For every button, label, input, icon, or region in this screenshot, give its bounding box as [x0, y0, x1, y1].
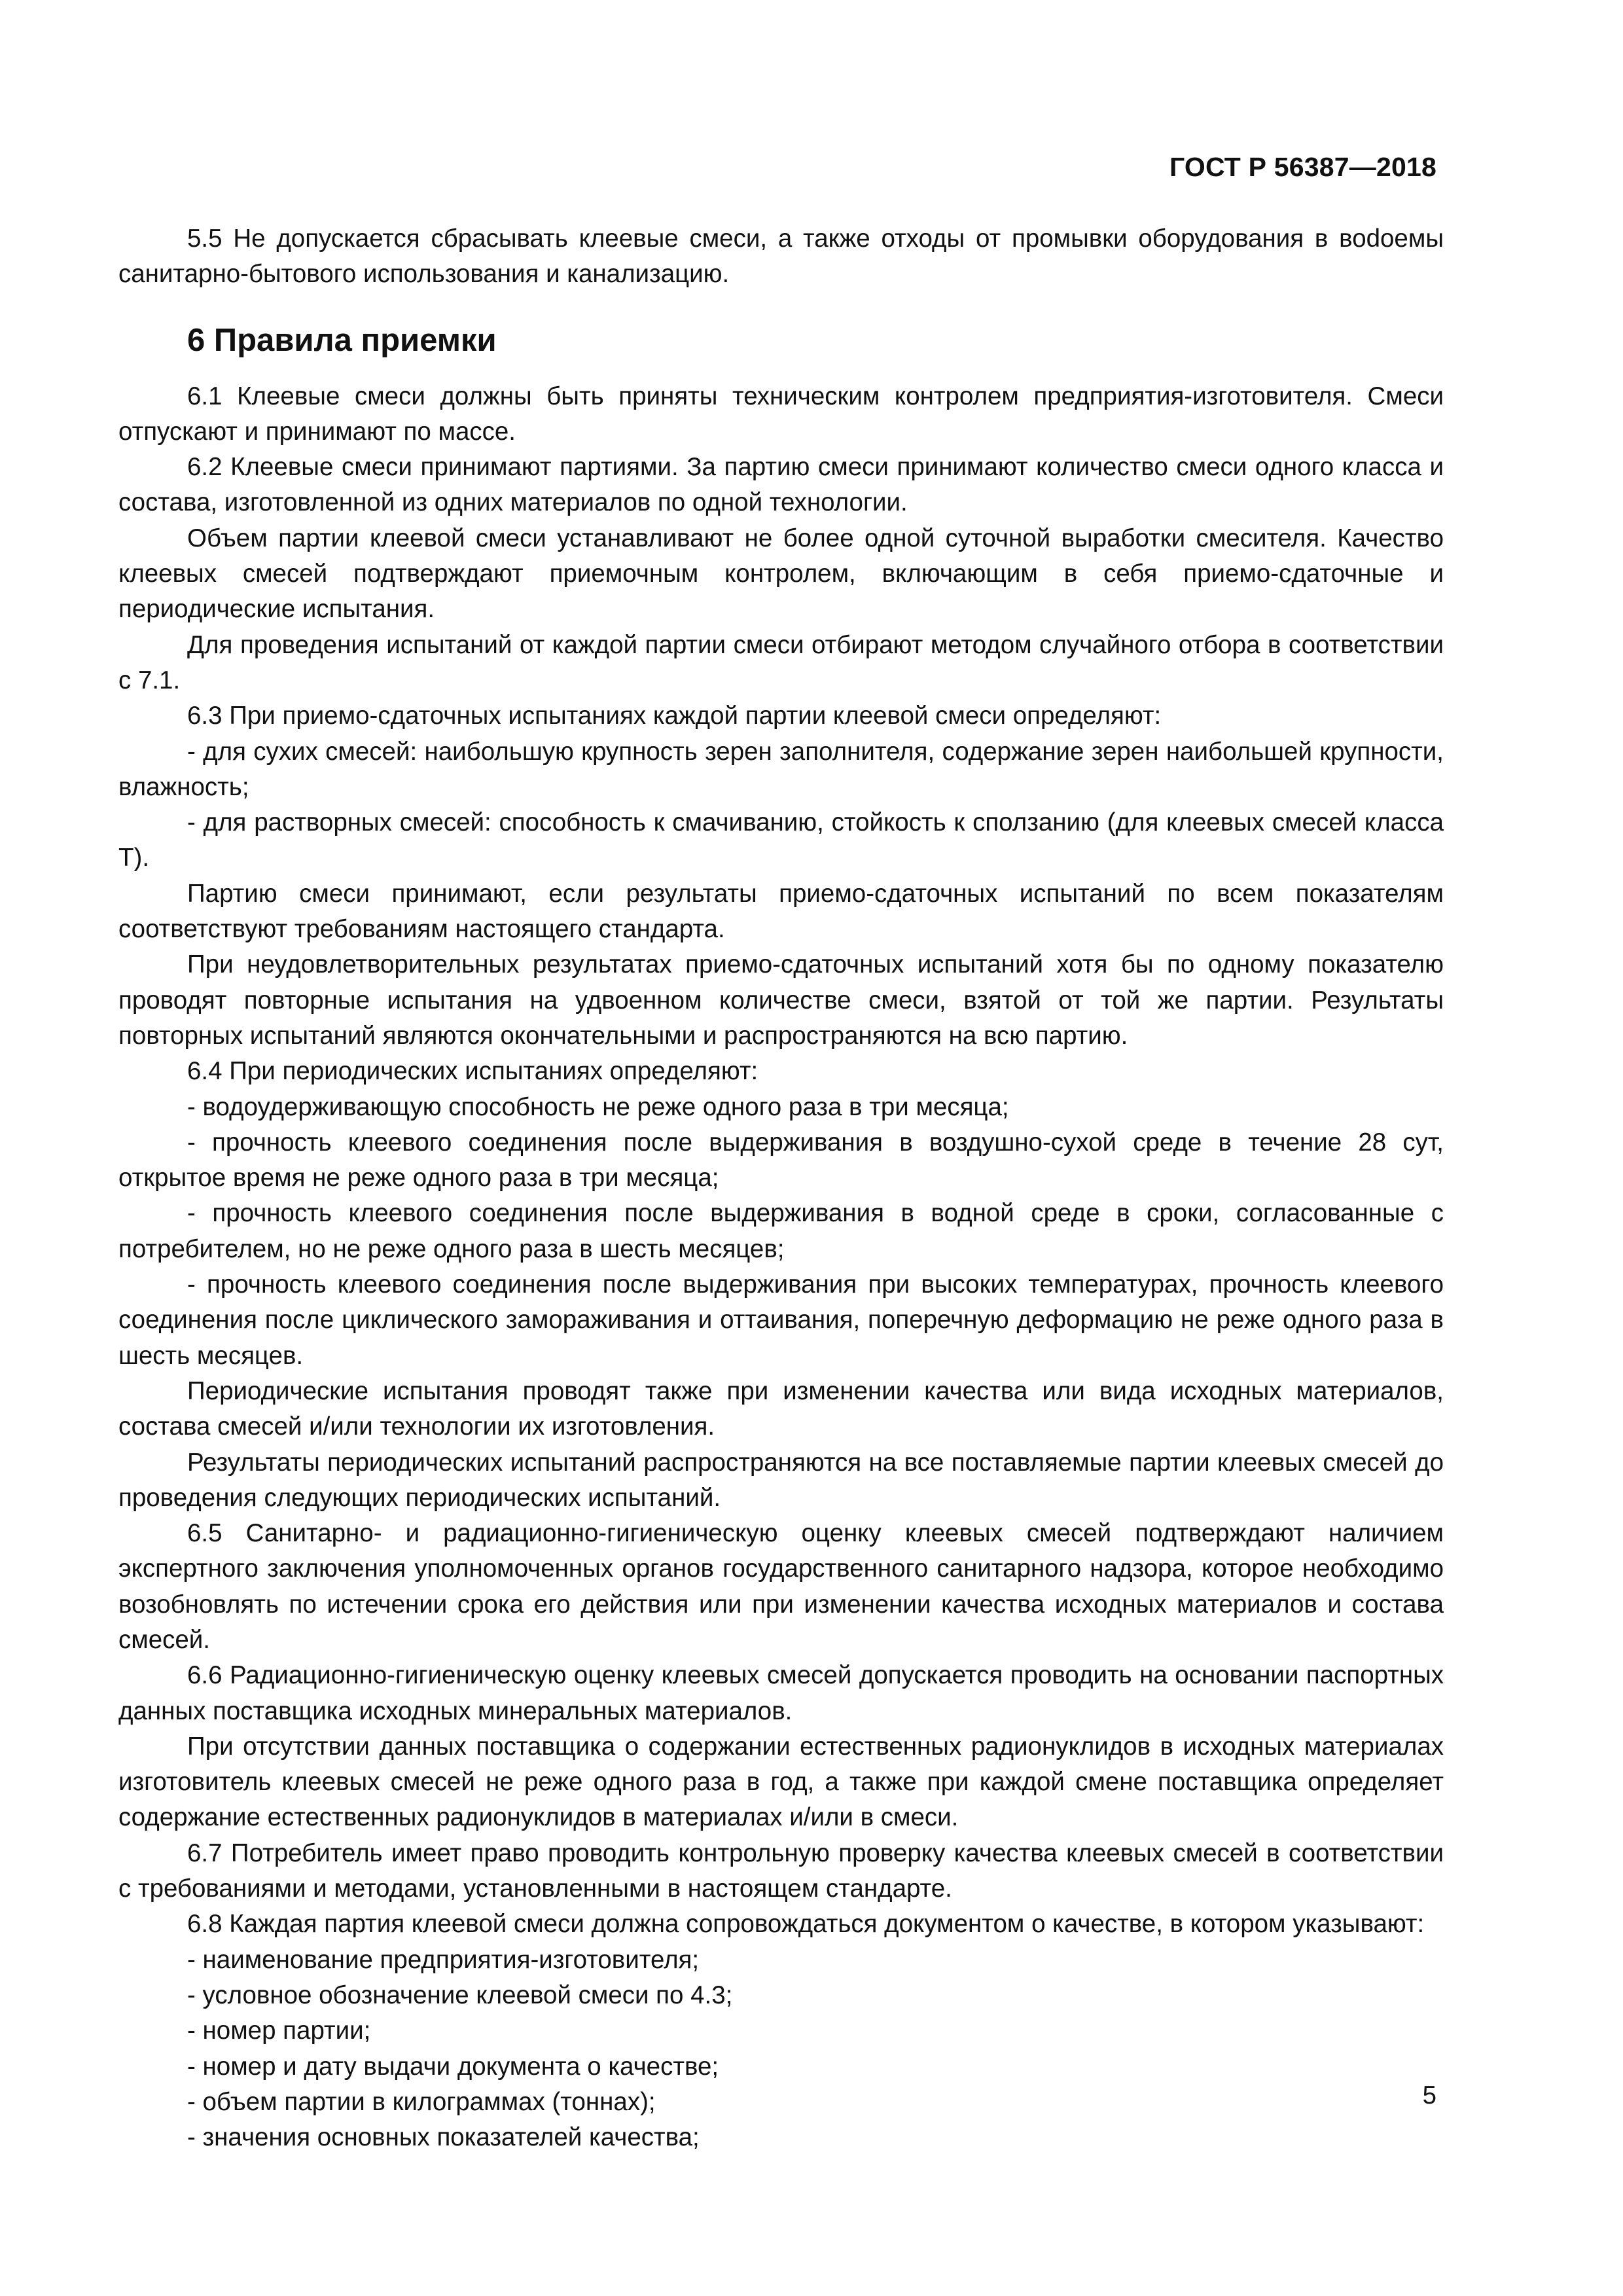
list-item: - значения основных показателей качества; — [187, 2123, 700, 2152]
list-item: - условное обозначение клеевой смеси по 4.3; — [187, 1981, 733, 2009]
paragraph-acceptance: Партию смеси принимают, если результаты приемо-сдаточных испытаний по всем показателям соответствуют требованиям настоящего стандарта. — [118, 879, 1444, 944]
list-item: - водоудерживающую способность не реже одного раза в три месяца; — [187, 1092, 1009, 1121]
list-item: - номер и дату выдачи документа о качестве; — [187, 2052, 719, 2081]
list-item: - для сухих смесей: наибольшую крупность зерен заполнителя, содержание зерен наибольшей крупности, влажность; — [118, 737, 1444, 801]
paragraph-6-1: 6.1 Клеевые смеси должны быть приняты техническим контролем предприятия-изготовителя. Смеси отпускают и принимают по массе. — [118, 382, 1444, 446]
paragraph-radionuclides: При отсутствии данных поставщика о содержании естественных радионуклидов в исходных материалах изготовитель клеевых смесей не реже одного раза в год, а также при каждой смене поставщика определяет содержание естественных радионуклидов в материалах и/или в смеси. — [118, 1732, 1444, 1832]
document-body — [118, 221, 1444, 2155]
list-item: - объем партии в килограммах (тоннах); — [187, 2087, 656, 2116]
paragraph-6-5: 6.5 Санитарно- и радиационно-гигиеническую оценку клеевых смесей подтверждают наличием экспертного заключения уполномоченных органов государственного санитарного надзора, которое необходимо возобновлять по истечении срока его действия или при изменении качества исходных материалов и состава смесей. — [118, 1519, 1444, 1654]
section-title: 6 Правила приемки — [187, 322, 497, 358]
document-code-header: ГОСТ Р 56387—2018 — [1169, 152, 1436, 182]
paragraph-6-8: 6.8 Каждая партия клеевой смеси должна сопровождаться документом о качестве, в котором указывают: — [187, 1910, 1425, 1939]
paragraph-6-7: 6.7 Потребитель имеет право проводить контрольную проверку качества клеевых смесей в соответствии с требованиями и методами, установленными в настоящем стандарте. — [118, 1839, 1444, 1903]
paragraph-sampling: Для проведения испытаний от каждой партии смеси отбирают методом случайного отбора в соответствии с 7.1. — [118, 630, 1444, 694]
paragraph-batch-volume: Объем партии клеевой смеси устанавливают не более одной суточной выработки смесителя. Качество клеевых смесей подтверждают приемочным контролем, включающим в себя приемо-сдаточные и периодические испытания. — [118, 524, 1444, 624]
page-number: 5 — [1422, 2081, 1436, 2109]
paragraph-6-4: 6.4 При периодических испытаниях определяют: — [187, 1057, 758, 1086]
list-item: - номер партии; — [187, 2017, 371, 2045]
list-item: - прочность клеевого соединения после выдерживания в воздушно-сухой среде в течение 28 сут, открытое время не реже одного раза в три месяца; — [118, 1128, 1444, 1193]
list-item: - прочность клеевого соединения после выдерживания при высоких температурах, прочность клеевого соединения после циклического замораживания и оттаивания, поперечную деформацию не реже одного раза в шесть месяцев. — [118, 1270, 1444, 1370]
list-item: - для растворных смесей: способность к смачиванию, стойкость к сползанию (для клеевых смесей класса Т). — [118, 808, 1444, 872]
paragraph-6-6: 6.6 Радиационно-гигиеническую оценку клеевых смесей допускается проводить на основании паспортных данных поставщика исходных минеральных материалов. — [118, 1661, 1444, 1725]
paragraph-6-2: 6.2 Клеевые смеси принимают партиями. За партию смеси принимают количество смеси одного класса и состава, изготовленной из одних материалов по одной технологии. — [118, 453, 1444, 517]
paragraph-retest: При неудовлетворительных результатах приемо-сдаточных испытаний хотя бы по одному показателю проводят повторные испытания на удвоенном количестве смеси, взятой от той же партии. Результаты повторных испытаний являются окончательными и распространяются на всю партию. — [118, 950, 1444, 1050]
paragraph-5-5: 5.5 Не допускается сбрасывать клеевые смеси, а также отходы от промывки оборудования в воdоемы санитарно-бытового использования и канализацию. — [118, 224, 1444, 289]
paragraph-periodic-change: Периодические испытания проводят также при изменении качества или вида исходных материалов, состава смесей и/или технологии их изготовления. — [118, 1376, 1444, 1441]
paragraph-periodic-results: Результаты периодических испытаний распространяются на все поставляемые партии клеевых смесей до проведения следующих периодических испытаний. — [118, 1448, 1444, 1512]
list-item: - наименование предприятия-изготовителя; — [187, 1945, 700, 1974]
list-item: - прочность клеевого соединения после выдерживания в водной среде в сроки, согласованные с потребителем, но не реже одного раза в шесть месяцев; — [118, 1199, 1444, 1263]
paragraph-6-3: 6.3 При приемо-сдаточных испытаниях каждой партии клеевой смеси определяют: — [187, 702, 1162, 730]
